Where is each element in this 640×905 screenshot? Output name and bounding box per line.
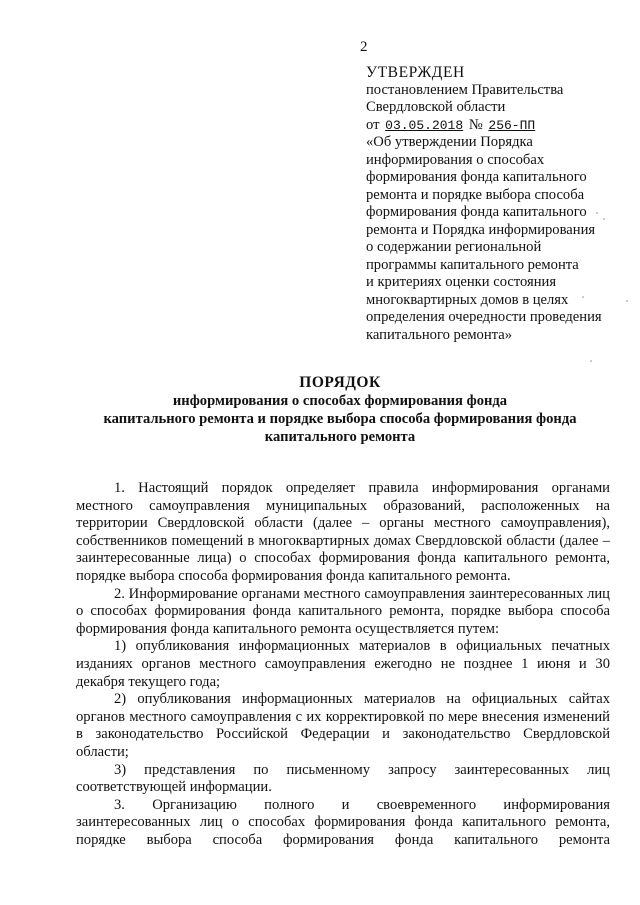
title-subline: информирования о способах формирования фонда bbox=[172, 393, 508, 409]
paragraph: 2) опубликования информационных материалов на официальных сайтах органов местного самоуправления с их корректировкой по мере внесения изменений в законодательство Российской Федерации и законодательство Свердловской области; bbox=[76, 691, 610, 760]
approval-quote-line: ремонта и порядке выбора способа bbox=[366, 186, 585, 203]
date-value: 03.05.2018 bbox=[385, 117, 464, 133]
approval-quote-line: ремонта и Порядка информирования bbox=[366, 221, 596, 238]
approval-quote-line: формирования фонда капитального bbox=[366, 169, 587, 185]
approval-block bbox=[366, 64, 626, 344]
scan-artifact bbox=[626, 300, 628, 302]
approval-quote-line: многоквартирных домов в целях bbox=[366, 291, 569, 308]
document-body bbox=[76, 480, 610, 849]
approval-line: постановлением Правительства bbox=[366, 81, 564, 98]
title-main: ПОРЯДОК bbox=[299, 374, 381, 391]
approval-quote-line: капитального ремонта» bbox=[366, 326, 512, 343]
approval-heading: УТВЕРЖДЕН bbox=[366, 64, 465, 81]
paragraph: 2. Информирование органами местного самоуправления заинтересованных лиц о способах формирования фонда капитального ремонта, порядке выбора способа формирования фонда капитального ремонта осуществляется путем: bbox=[76, 585, 610, 637]
approval-line: Свердловской области bbox=[366, 99, 506, 115]
approval-quote-line: формирования фонда капитального bbox=[366, 204, 587, 220]
title-subline: капитального ремонта и порядке выбора способа формирования фонда bbox=[103, 411, 577, 427]
approval-quote-line: «Об утверждении Порядка bbox=[366, 134, 533, 150]
scan-artifact bbox=[596, 212, 598, 214]
title-subline: капитального ремонта bbox=[264, 429, 416, 445]
approval-quote-line: о содержании региональной bbox=[366, 239, 542, 255]
paragraph: 3) представления по письменному запросу заинтересованных лиц соответствующей информации. bbox=[76, 761, 610, 796]
paragraph: 3. Организацию полного и своевременного информирования заинтересованных лиц о способах формирования фонда капитального ремонта, порядке выбора способа формирования фонда капитального ремонта bbox=[76, 796, 610, 848]
approval-quote-line: определения очередности проведения bbox=[366, 309, 602, 325]
document-title bbox=[80, 374, 600, 446]
scan-artifact bbox=[603, 218, 605, 220]
date-prefix: от bbox=[366, 116, 380, 133]
number-prefix: № bbox=[468, 116, 483, 133]
scan-artifact bbox=[590, 360, 592, 362]
approval-quote-line: информирования о способах bbox=[366, 151, 545, 168]
approval-quote-line: и критериях оценки состояния bbox=[366, 274, 557, 290]
paragraph: 1. Настоящий порядок определяет правила информирования органами местного самоуправления муниципальных образований, расположенных на территории Свердловской области (далее – органы местного самоуправления), собственников помещений в многоквартирных домах Свердловской области (далее – заинтересованные лица) о способах формирования фонда капитального ремонта, порядке выбора способа формирования фонда капитального ремонта. bbox=[76, 480, 610, 584]
approval-quote-line: программы капитального ремонта bbox=[366, 256, 579, 273]
approval-date-line bbox=[366, 117, 626, 135]
number-value: 256-ПП bbox=[488, 117, 536, 133]
scan-artifact bbox=[582, 296, 584, 298]
page-number: 2 bbox=[360, 39, 368, 55]
paragraph: 1) опубликования информационных материалов в официальных печатных изданиях органов местного самоуправления ежегодно не позднее 1 июня и 30 декабря текущего года; bbox=[76, 638, 610, 690]
